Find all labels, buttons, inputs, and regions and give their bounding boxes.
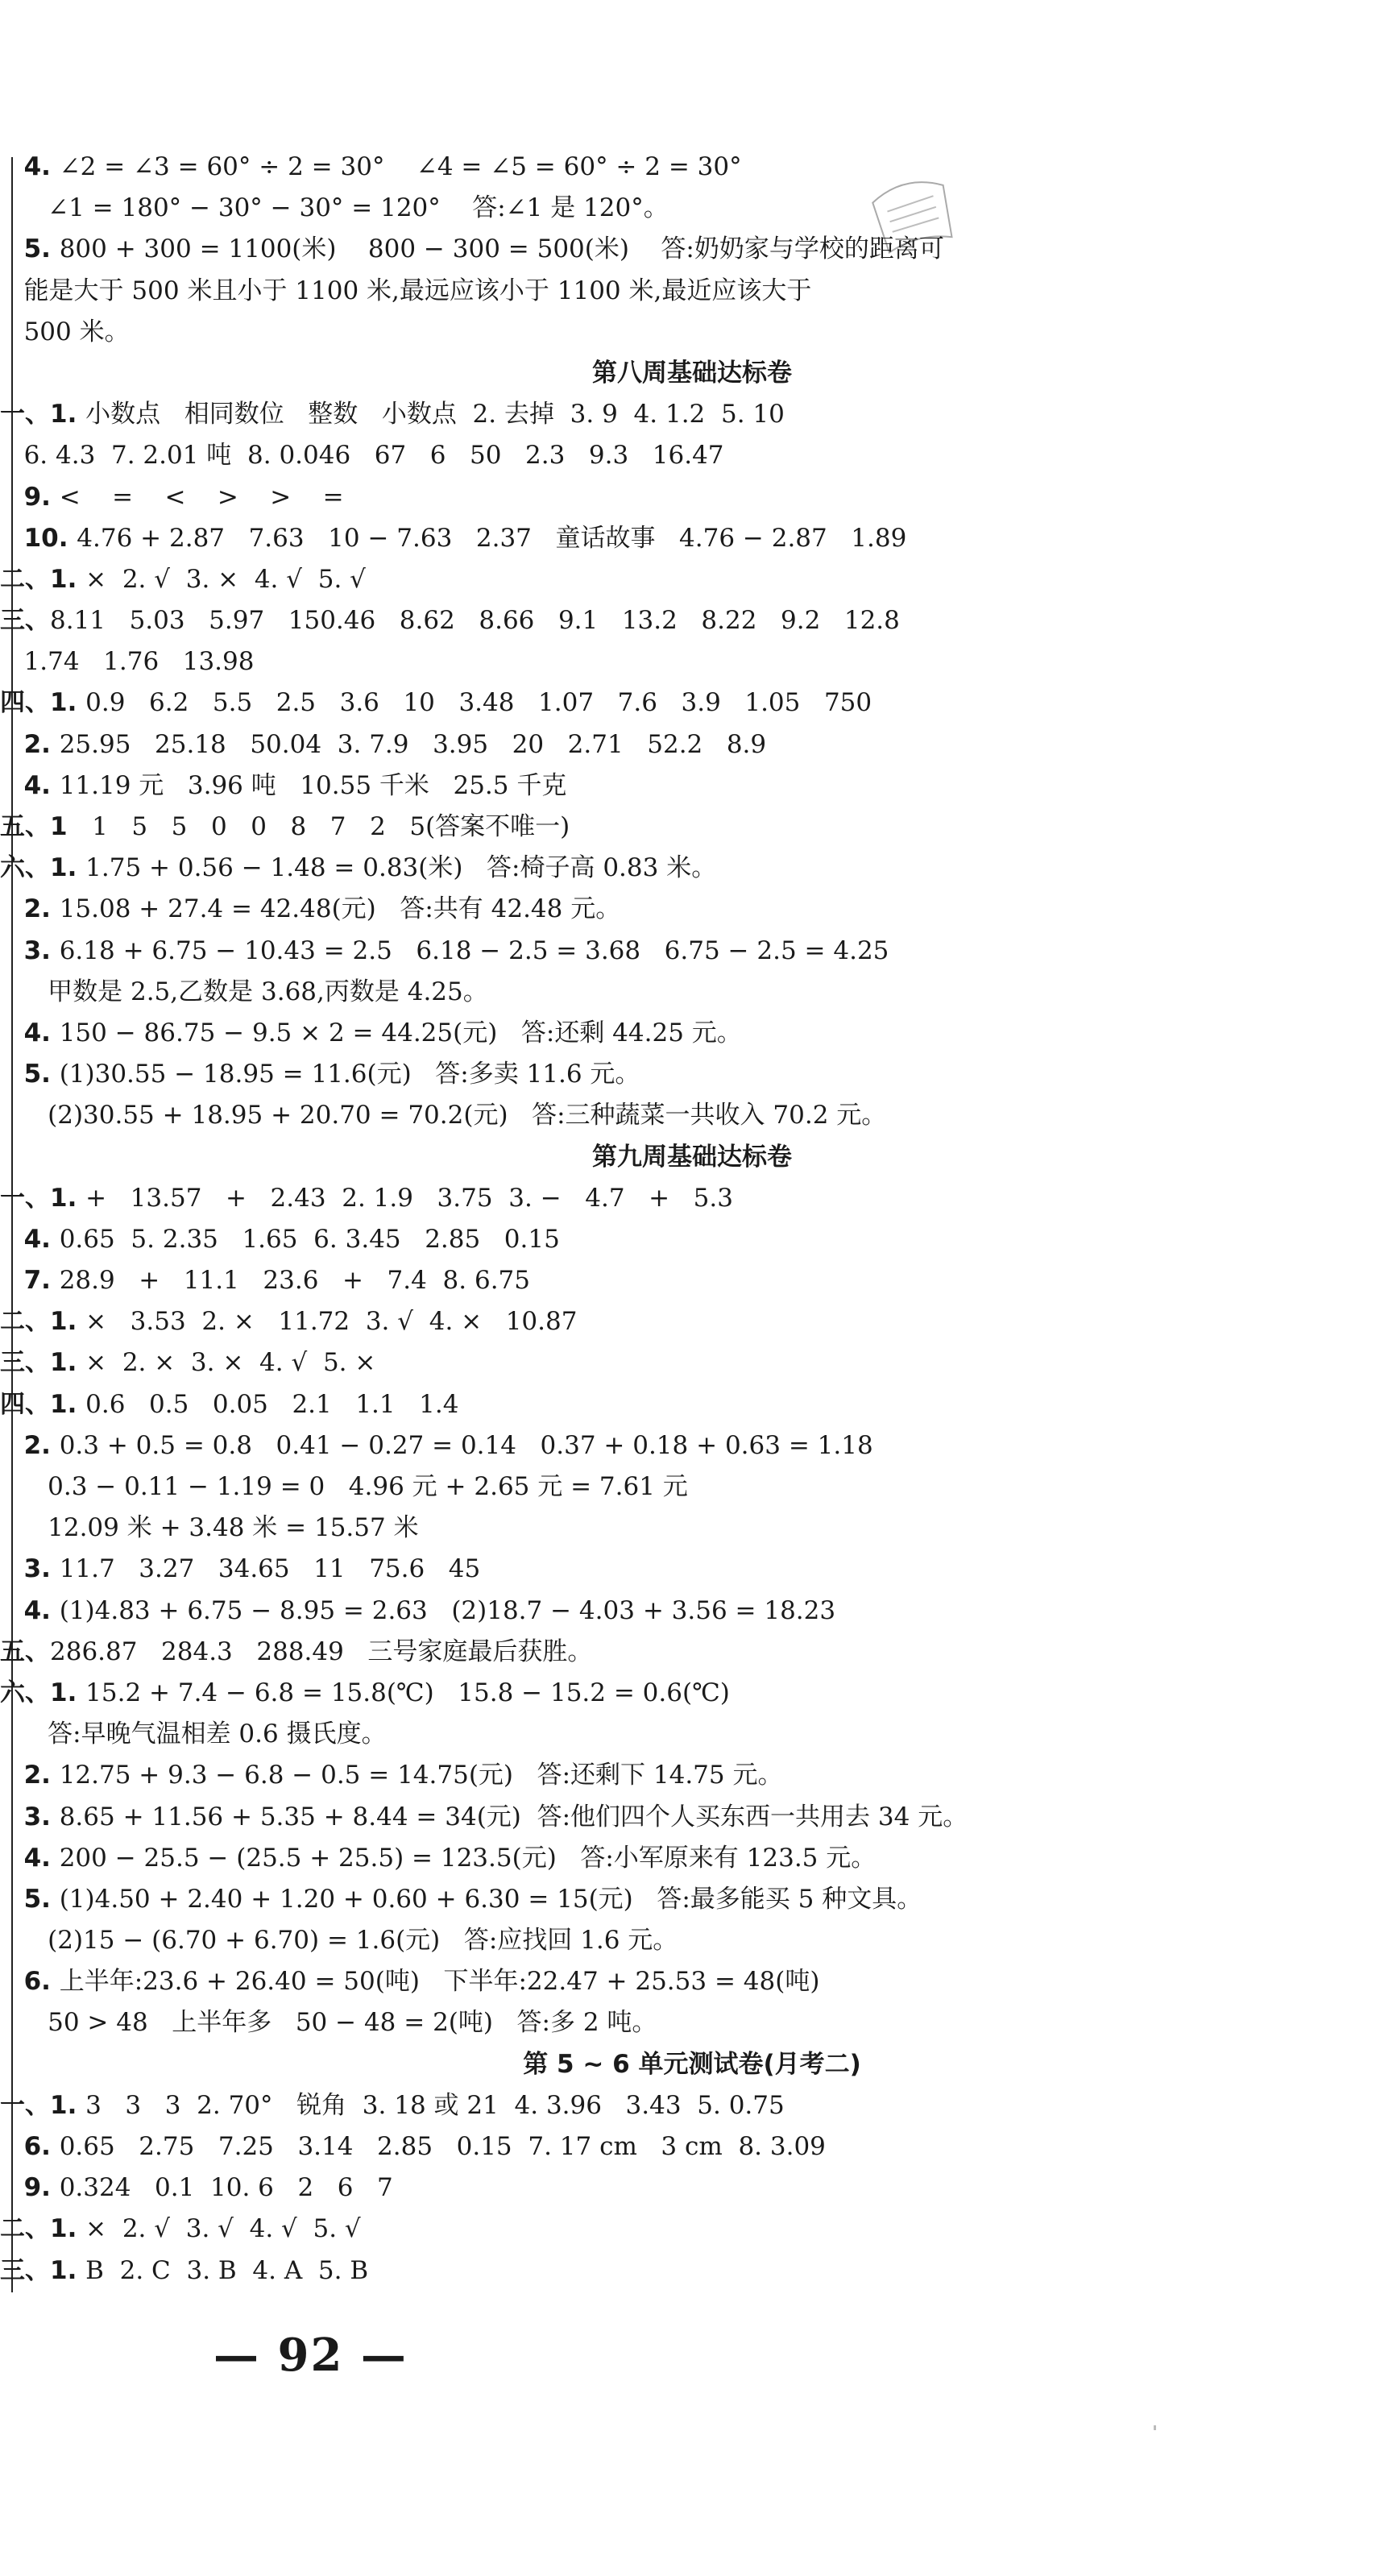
line-indent bbox=[0, 730, 24, 759]
answer-text: 小数点 相同数位 整数 小数点 2. 去掉 3. 9 4. 1.2 5. 10 bbox=[85, 400, 785, 429]
answer-text: 0.3 + 0.5 = 0.8 0.41 − 0.27 = 0.14 0.37 + 0.18 + 0.63 = 1.18 bbox=[59, 1430, 873, 1460]
answer-line bbox=[0, 1797, 1376, 1838]
answer-text: 6. 4.3 7. 2.01 吨 8. 0.046 67 6 50 2.3 9.3 16.47 bbox=[23, 441, 724, 471]
question-number: 4. bbox=[23, 1595, 60, 1625]
answer-line bbox=[0, 848, 1376, 889]
answer-line bbox=[0, 1879, 1376, 1920]
question-number: 二、1. bbox=[0, 1307, 86, 1337]
answer-line bbox=[0, 1838, 1376, 1879]
question-number: 一、1. bbox=[0, 400, 86, 429]
answer-text: ∠2 = ∠3 = 60° ÷ 2 = 30° ∠4 = ∠5 = 60° ÷ 2 = 30° bbox=[59, 152, 742, 181]
answer-line bbox=[0, 1013, 1376, 1054]
line-indent bbox=[0, 2132, 24, 2161]
page-number: — 92 — bbox=[213, 2329, 408, 2382]
answer-text: 0.324 0.1 10. 6 2 6 7 bbox=[59, 2173, 393, 2203]
line-indent bbox=[0, 1885, 24, 1914]
answer-line bbox=[0, 147, 1376, 188]
question-number: 2. bbox=[23, 894, 60, 924]
question-number: 9. bbox=[23, 2173, 60, 2203]
question-number: 3. bbox=[23, 935, 60, 965]
answer-text: 3 3 3 2. 70° 锐角 3. 18 或 21 4. 3.96 3.43 5. 0.75 bbox=[85, 2090, 785, 2120]
answer-line bbox=[0, 1260, 1376, 1301]
answer-line bbox=[0, 1095, 1376, 1136]
question-number: 3. bbox=[23, 1802, 60, 1831]
answer-line bbox=[0, 600, 1376, 641]
answer-text: 50 > 48 上半年多 50 − 48 = 2(吨) 答:多 2 吨。 bbox=[48, 2008, 657, 2038]
section-title: 第 5 ~ 6 单元测试卷(月考二) bbox=[523, 2049, 861, 2079]
question-number: 五、 bbox=[0, 1636, 50, 1666]
answer-text: 15.2 + 7.4 − 6.8 = 15.8(℃) 15.8 − 15.2 = 0.6(℃) bbox=[85, 1678, 730, 1707]
question-number: 四、1. bbox=[0, 688, 86, 718]
answer-line bbox=[0, 518, 1376, 559]
line-indent bbox=[0, 1596, 24, 1625]
line-indent bbox=[0, 647, 24, 676]
answer-line bbox=[0, 724, 1376, 765]
answer-line bbox=[0, 394, 1376, 435]
line-indent bbox=[0, 1018, 24, 1047]
question-number: 二、1. bbox=[0, 2214, 86, 2244]
answer-text: 答:早晚气温相差 0.6 摄氏度。 bbox=[48, 1719, 387, 1749]
answer-text: × 2. × 3. × 4. √ 5. × bbox=[85, 1348, 376, 1378]
answer-line bbox=[0, 1178, 1376, 1219]
answer-line bbox=[0, 1632, 1376, 1673]
answer-text: 286.87 284.3 288.49 三号家庭最后获胜。 bbox=[50, 1636, 593, 1666]
question-number: 2. bbox=[23, 1761, 60, 1790]
line-indent bbox=[0, 1266, 24, 1295]
answer-text: 28.9 + 11.1 23.6 + 7.4 8. 6.75 bbox=[59, 1266, 530, 1296]
answer-text: × 2. √ 3. √ 4. √ 5. √ bbox=[85, 2214, 361, 2244]
answer-text: 甲数是 2.5,乙数是 3.68,丙数是 4.25。 bbox=[48, 977, 488, 1006]
question-number: 4. bbox=[23, 1018, 60, 1047]
answer-line bbox=[0, 1920, 1376, 1961]
line-indent bbox=[0, 1101, 48, 1130]
question-number: 四、1. bbox=[0, 1389, 86, 1419]
line-indent bbox=[0, 771, 24, 800]
line-indent bbox=[0, 152, 24, 181]
answer-line bbox=[0, 477, 1376, 518]
answer-text: 11.7 3.27 34.65 11 75.6 45 bbox=[59, 1554, 481, 1584]
answer-text: × 2. √ 3. × 4. √ 5. √ bbox=[85, 564, 366, 594]
answer-line bbox=[0, 1342, 1376, 1383]
answer-text: 4.76 + 2.87 7.63 10 − 7.63 2.37 童话故事 4.76 − 2.87 1.89 bbox=[77, 523, 907, 553]
line-indent bbox=[0, 1431, 24, 1460]
line-indent bbox=[0, 2173, 24, 2202]
question-number: 三、 bbox=[0, 606, 50, 636]
scan-speck bbox=[1154, 2425, 1156, 2430]
line-indent bbox=[0, 1761, 24, 1790]
answer-text: 12.09 米 + 3.48 米 = 15.57 米 bbox=[48, 1513, 419, 1543]
question-number: 一、1. bbox=[0, 1183, 86, 1213]
answer-line bbox=[0, 2250, 1376, 2292]
line-indent bbox=[0, 193, 48, 222]
answer-line bbox=[0, 682, 1376, 724]
answer-text: 0.3 − 0.11 − 1.19 = 0 4.96 元 + 2.65 元 = 7.61 元 bbox=[48, 1472, 688, 1501]
answer-text: 0.65 2.75 7.25 3.14 2.85 0.15 7. 17 cm 3 cm 8. 3.09 bbox=[59, 2132, 826, 2161]
question-number: 4. bbox=[23, 1843, 60, 1873]
question-number: 六、1. bbox=[0, 1678, 86, 1707]
answer-text: B 2. C 3. B 4. A 5. B bbox=[85, 2255, 369, 2285]
question-number: 三、1. bbox=[0, 1348, 86, 1378]
answer-text: (2)30.55 + 18.95 + 20.70 = 70.2(元) 答:三种蔬菜一共收入 70.2 元。 bbox=[48, 1101, 887, 1130]
question-number: 10. bbox=[23, 523, 77, 553]
answer-text: 200 − 25.5 − (25.5 + 25.5) = 123.5(元) 答:小军原来有 123.5 元。 bbox=[59, 1843, 877, 1873]
answer-text: 1.74 1.76 13.98 bbox=[23, 647, 255, 677]
question-number: 5. bbox=[23, 1060, 60, 1089]
line-indent bbox=[0, 894, 24, 923]
answer-line bbox=[0, 1549, 1376, 1590]
answer-text: 上半年:23.6 + 26.40 = 50(吨) 下半年:22.47 + 25.53 = 48(吨) bbox=[59, 1967, 820, 1997]
question-number: 五、1 bbox=[0, 812, 77, 841]
question-number: 6. bbox=[23, 1967, 60, 1997]
answer-text: (1)30.55 − 18.95 = 11.6(元) 答:多卖 11.6 元。 bbox=[59, 1060, 640, 1089]
question-number: 2. bbox=[23, 729, 60, 759]
line-indent bbox=[0, 1967, 24, 1996]
answer-line bbox=[0, 2167, 1376, 2209]
question-number: 二、1. bbox=[0, 564, 86, 594]
question-number: 5. bbox=[23, 1884, 60, 1914]
answer-text: ∠1 = 180° − 30° − 30° = 120° 答:∠1 是 120°。 bbox=[48, 193, 669, 223]
question-number: 4. bbox=[23, 1224, 60, 1254]
answer-text: 500 米。 bbox=[23, 317, 130, 346]
answer-text: 8.65 + 11.56 + 5.35 + 8.44 = 34(元) 答:他们四个人买东西一共用去 34 元。 bbox=[59, 1802, 968, 1831]
question-number: 六、1. bbox=[0, 853, 86, 883]
question-number: 9. bbox=[23, 482, 60, 512]
line-indent bbox=[0, 1225, 24, 1254]
answer-text: 150 − 86.75 − 9.5 × 2 = 44.25(元) 答:还剩 44.25 元。 bbox=[59, 1018, 742, 1047]
answer-text: 0.9 6.2 5.5 2.5 3.6 10 3.48 1.07 7.6 3.9 1.05 750 bbox=[85, 688, 872, 718]
answer-line bbox=[0, 807, 1376, 848]
answer-content bbox=[0, 147, 1376, 2292]
answer-text: 0.65 5. 2.35 1.65 6. 3.45 2.85 0.15 bbox=[59, 1224, 560, 1254]
answer-line bbox=[0, 1384, 1376, 1425]
answer-line bbox=[0, 972, 1376, 1013]
line-indent bbox=[0, 1719, 48, 1748]
answer-line bbox=[0, 1054, 1376, 1095]
answer-line bbox=[0, 1591, 1376, 1632]
answer-text: 能是大于 500 米且小于 1100 米,最远应该小于 1100 米,最近应该大于 bbox=[23, 276, 812, 305]
question-number: 4. bbox=[23, 152, 60, 181]
answer-text: < = < > > = bbox=[59, 482, 344, 512]
answer-text: 25.95 25.18 50.04 3. 7.9 3.95 20 2.71 52.2 8.9 bbox=[59, 729, 767, 759]
answer-line bbox=[0, 2126, 1376, 2167]
section-title: 第八周基础达标卷 bbox=[592, 358, 792, 388]
line-indent bbox=[0, 1060, 24, 1089]
line-indent bbox=[0, 1802, 24, 1831]
answer-line bbox=[0, 1961, 1376, 2002]
answer-text: 6.18 + 6.75 − 10.43 = 2.5 6.18 − 2.5 = 3.68 6.75 − 2.5 = 4.25 bbox=[59, 935, 889, 965]
answer-line bbox=[0, 1301, 1376, 1342]
answer-text: 800 + 300 = 1100(米) 800 − 300 = 500(米) 答:奶奶家与学校的距离可 bbox=[59, 234, 944, 264]
line-indent bbox=[0, 317, 24, 346]
answer-line bbox=[0, 1466, 1376, 1508]
answer-line bbox=[0, 1755, 1376, 1796]
answer-line bbox=[0, 931, 1376, 972]
answer-text: (1)4.83 + 6.75 − 8.95 = 2.63 (2)18.7 − 4.03 + 3.56 = 18.23 bbox=[59, 1595, 836, 1625]
answer-text: + 13.57 + 2.43 2. 1.9 3.75 3. − 4.7 + 5.3 bbox=[85, 1183, 733, 1213]
line-indent bbox=[0, 977, 48, 1006]
answer-line bbox=[0, 2085, 1376, 2126]
line-indent bbox=[0, 1926, 48, 1955]
answer-line bbox=[0, 229, 1376, 270]
line-indent bbox=[0, 1513, 48, 1542]
line-indent bbox=[0, 1472, 48, 1501]
question-number: 2. bbox=[23, 1430, 60, 1460]
answer-line bbox=[0, 1673, 1376, 1714]
question-number: 5. bbox=[23, 234, 60, 264]
line-indent bbox=[0, 524, 24, 553]
answer-line bbox=[0, 271, 1376, 312]
answer-line bbox=[0, 312, 1376, 353]
question-number: 7. bbox=[23, 1266, 60, 1296]
line-indent bbox=[0, 1554, 24, 1583]
question-number: 4. bbox=[23, 770, 60, 800]
question-number: 3. bbox=[23, 1554, 60, 1584]
answer-text: 11.19 元 3.96 吨 10.55 千米 25.5 千克 bbox=[59, 770, 567, 800]
answer-text: 12.75 + 9.3 − 6.8 − 0.5 = 14.75(元) 答:还剩下 14.75 元。 bbox=[59, 1761, 783, 1790]
line-indent bbox=[0, 441, 24, 470]
answer-text: (1)4.50 + 2.40 + 1.20 + 0.60 + 6.30 = 15(元) 答:最多能买 5 种文具。 bbox=[59, 1884, 922, 1914]
line-indent bbox=[0, 276, 24, 305]
answer-text: × 3.53 2. × 11.72 3. √ 4. × 10.87 bbox=[85, 1307, 578, 1337]
answer-line bbox=[0, 889, 1376, 930]
line-indent bbox=[0, 483, 24, 512]
answer-text: 0.6 0.5 0.05 2.1 1.1 1.4 bbox=[85, 1389, 459, 1419]
answer-text: 8.11 5.03 5.97 150.46 8.62 8.66 9.1 13.2 8.22 9.2 12.8 bbox=[50, 606, 900, 636]
answer-line bbox=[0, 1219, 1376, 1260]
answer-line bbox=[0, 641, 1376, 682]
answer-line bbox=[0, 1425, 1376, 1466]
line-indent bbox=[0, 936, 24, 965]
question-number: 三、1. bbox=[0, 2255, 86, 2285]
answer-line bbox=[0, 765, 1376, 807]
answer-text: 1 5 5 0 0 8 7 2 5(答案不唯一) bbox=[76, 812, 570, 841]
question-number: 一、1. bbox=[0, 2090, 86, 2120]
answer-line bbox=[0, 2002, 1376, 2043]
answer-line bbox=[0, 1714, 1376, 1755]
line-indent bbox=[0, 1844, 24, 1873]
line-indent bbox=[0, 234, 24, 263]
answer-line bbox=[0, 559, 1376, 600]
question-number: 6. bbox=[23, 2132, 60, 2161]
answer-line bbox=[0, 188, 1376, 229]
answer-text: 1.75 + 0.56 − 1.48 = 0.83(米) 答:椅子高 0.83 米。 bbox=[85, 853, 717, 883]
line-indent bbox=[0, 2008, 48, 2037]
answer-line bbox=[0, 1508, 1376, 1549]
answer-line bbox=[0, 2209, 1376, 2250]
answer-line bbox=[0, 435, 1376, 476]
answer-text: (2)15 − (6.70 + 6.70) = 1.6(元) 答:应找回 1.6 元。 bbox=[48, 1926, 678, 1956]
answer-text: 15.08 + 27.4 = 42.48(元) 答:共有 42.48 元。 bbox=[59, 894, 621, 924]
section-title: 第九周基础达标卷 bbox=[592, 1142, 792, 1172]
